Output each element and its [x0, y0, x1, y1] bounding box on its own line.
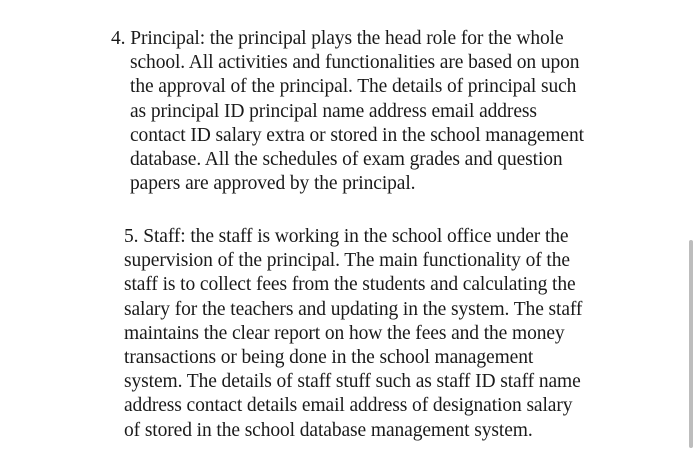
vertical-scrollbar[interactable]: [689, 240, 693, 448]
text-line: system. The details of staff stuff such as staff ID staff name: [124, 371, 581, 393]
text-line: school. All activities and functionalities are based on upon: [130, 52, 580, 74]
text-line: address contact details email address of designation salary: [124, 395, 573, 417]
paragraph-principal: [111, 27, 584, 196]
text-line: transactions or being done in the school management: [124, 347, 534, 369]
paragraph-staff: [124, 225, 582, 443]
text-line: supervision of the principal. The main functionality of the: [124, 250, 570, 272]
text-line: maintains the clear report on how the fees and the money: [124, 322, 565, 344]
text-line: as principal ID principal name address email address: [130, 100, 537, 122]
text-line: 5. Staff: the staff is working in the school office under the: [124, 226, 569, 247]
text-line: 4. Principal: the principal plays the head role for the whole: [111, 28, 564, 49]
text-line: of stored in the school database management system.: [124, 419, 533, 441]
text-line: salary for the teachers and updating in the system. The staff: [124, 298, 583, 320]
text-line: database. All the schedules of exam grades and question: [130, 149, 563, 171]
text-line: staff is to collect fees from the students and calculating the: [124, 274, 576, 296]
text-line: the approval of the principal. The details of principal such: [130, 76, 577, 98]
text-line: contact ID salary extra or stored in the school management: [130, 124, 584, 146]
text-line: papers are approved by the principal.: [130, 173, 416, 195]
